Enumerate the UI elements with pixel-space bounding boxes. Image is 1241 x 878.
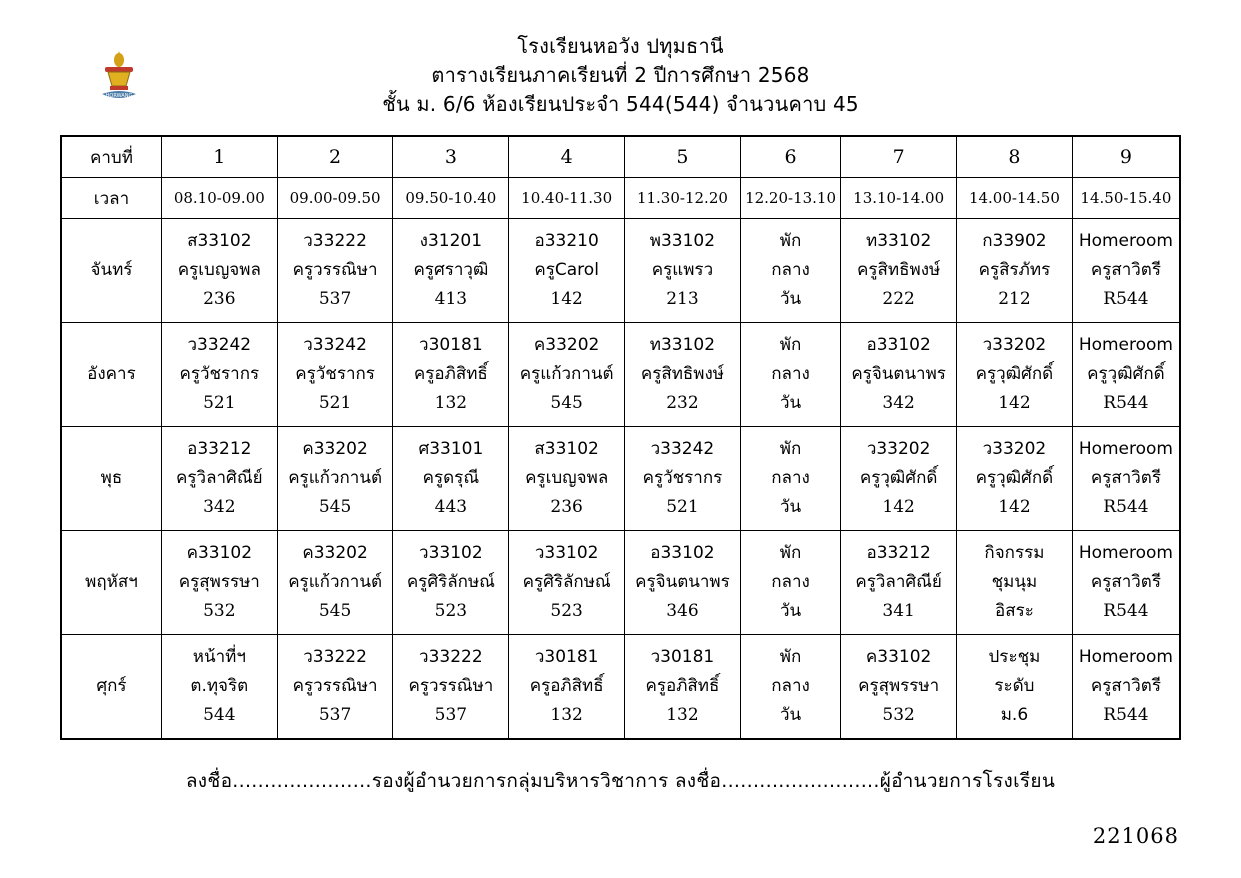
cell-line-room: 545 — [318, 601, 352, 621]
cell-line-subject: อ33212 — [187, 439, 252, 459]
schedule-cell — [625, 427, 741, 531]
period-cell: 6 — [740, 136, 840, 178]
cell-line-subject: Homeroom — [1078, 439, 1173, 459]
cell-line-1: พัก — [779, 439, 802, 459]
cell-line-1: ประชุม — [988, 647, 1041, 667]
cell-line-subject: ค33202 — [302, 439, 368, 459]
cell-line-subject: ว30181 — [419, 335, 483, 355]
cell-line-teacher: ครูสุพรรษา — [858, 676, 940, 696]
cell-line-teacher: ครูสิทธิพงษ์ — [640, 364, 725, 384]
period-cell: 9 — [1072, 136, 1180, 178]
document-header — [0, 0, 1241, 119]
cell-line-room: 142 — [882, 497, 915, 517]
cell-line-1: พัก — [779, 647, 802, 667]
schedule-cell — [161, 323, 277, 427]
cell-line-room: 342 — [882, 393, 915, 413]
cell-line-subject: ก33902 — [982, 231, 1047, 251]
cell-line-subject: ค33102 — [186, 543, 253, 563]
cell-line-teacher: ครูแก้วกานต์ — [288, 572, 382, 592]
schedule-cell — [841, 531, 957, 635]
schedule-cell — [841, 323, 957, 427]
cell-line-room: 532 — [203, 601, 236, 621]
cell-line-teacher: ครูจินตนาพร — [635, 572, 730, 592]
cell-line-room: 521 — [203, 393, 236, 413]
cell-line-subject: ง31201 — [419, 231, 483, 251]
schedule-cell — [625, 323, 741, 427]
cell-line-room: 212 — [998, 289, 1031, 309]
cell-line-1: พัก — [779, 231, 802, 251]
schedule-cell-break — [740, 323, 840, 427]
cell-line-subject: ค33102 — [865, 647, 932, 667]
cell-line-teacher: ครูวรรณิษา — [408, 676, 494, 696]
cell-line-subject: พ33102 — [649, 231, 716, 251]
cell-line-subject: ว33202 — [982, 439, 1047, 459]
cell-line-1: กิจกรรม — [984, 543, 1045, 563]
cell-line-teacher: ครูศิริลักษณ์ — [406, 572, 495, 592]
schedule-cell — [1072, 427, 1180, 531]
cell-line-teacher: ครูวัชรากร — [642, 468, 723, 488]
schedule-cell — [841, 635, 957, 740]
cell-line-subject: ส33102 — [187, 231, 252, 251]
cell-line-subject: Homeroom — [1078, 543, 1173, 563]
cell-line-subject: ว33222 — [303, 231, 367, 251]
day-label: พฤหัสฯ — [61, 531, 161, 635]
schedule-cell — [1072, 531, 1180, 635]
schedule-cell-meeting — [957, 635, 1073, 740]
cell-line-2: กลาง — [771, 260, 810, 280]
cell-line-subject: ค33202 — [302, 543, 368, 563]
cell-line-subject: ว33102 — [419, 543, 483, 563]
cell-line-room: R544 — [1103, 497, 1149, 517]
cell-line-room: 132 — [666, 705, 699, 725]
schedule-cell-break — [740, 531, 840, 635]
cell-line-subject: หน้าที่ฯ — [192, 647, 246, 667]
cell-line-teacher: ครูแพรว — [651, 260, 714, 280]
cell-line-room: 523 — [550, 601, 583, 621]
table-row — [61, 219, 1180, 323]
schedule-cell — [161, 531, 277, 635]
table-row — [61, 531, 1180, 635]
cell-line-teacher: ครูเบญจพล — [177, 260, 261, 280]
cell-line-teacher: ครูสาวิตรี — [1090, 260, 1161, 280]
cell-line-subject: ว33242 — [187, 335, 252, 355]
schedule-cell — [161, 427, 277, 531]
cell-line-teacher: ครูศิริลักษณ์ — [522, 572, 611, 592]
time-cell: 08.10-09.00 — [161, 178, 277, 219]
cell-line-subject: ว33202 — [982, 335, 1047, 355]
school-name: โรงเรียนหอวัง ปทุมธานี — [517, 34, 724, 58]
document-subtitle: ตารางเรียนภาคเรียนที่ 2 ปีการศึกษา 2568 — [431, 63, 810, 87]
cell-line-teacher: ครูวัชรากร — [295, 364, 375, 384]
cell-line-room: 413 — [434, 289, 468, 309]
cell-line-teacher: ครูสาวิตรี — [1090, 676, 1161, 696]
cell-line-2: กลาง — [771, 468, 810, 488]
cell-line-room: 346 — [666, 601, 699, 621]
schedule-cell — [841, 427, 957, 531]
cell-line-teacher: ครูศราวุฒิ — [413, 260, 489, 280]
cell-line-2: ชุมนุม — [991, 572, 1038, 592]
cell-line-room: 537 — [318, 705, 352, 725]
day-label: พุธ — [61, 427, 161, 531]
time-cell: 09.00-09.50 — [277, 178, 393, 219]
table-row-periods — [61, 136, 1180, 178]
period-cell: 4 — [509, 136, 625, 178]
cell-line-room: R544 — [1103, 289, 1149, 309]
cell-line-teacher: ครูเบญจพล — [525, 468, 609, 488]
schedule-cell — [509, 323, 625, 427]
cell-line-teacher: ครูสาวิตรี — [1090, 572, 1161, 592]
cell-line-room: 236 — [550, 497, 583, 517]
schedule-cell — [1072, 219, 1180, 323]
table-row-times — [61, 178, 1180, 219]
period-cell: 7 — [841, 136, 957, 178]
schedule-cell — [1072, 323, 1180, 427]
schedule-cell — [393, 219, 509, 323]
cell-line-2: กลาง — [771, 676, 810, 696]
cell-line-subject: อ33102 — [866, 335, 931, 355]
period-cell: 3 — [393, 136, 509, 178]
cell-line-subject: ส33102 — [534, 439, 599, 459]
cell-line-room: 545 — [550, 393, 583, 413]
schedule-cell — [625, 219, 741, 323]
cell-line-subject: ว33242 — [650, 439, 715, 459]
cell-line-teacher: ครูวัชรากร — [179, 364, 260, 384]
cell-line-subject: Homeroom — [1078, 231, 1173, 251]
cell-line-teacher: ต.ทุจริต — [190, 676, 249, 696]
table-row — [61, 635, 1180, 740]
schedule-cell — [957, 427, 1073, 531]
cell-line-1: พัก — [779, 543, 802, 563]
cell-line-3: วัน — [779, 601, 802, 621]
schedule-cell — [509, 219, 625, 323]
cell-line-room: 523 — [434, 601, 468, 621]
cell-line-subject: ว33242 — [303, 335, 367, 355]
schedule-cell — [625, 531, 741, 635]
cell-line-teacher: ครูอภิสิทธิ์ — [645, 676, 720, 696]
cell-line-teacher: ครูCarol — [534, 260, 599, 280]
cell-line-room: 142 — [550, 289, 583, 309]
cell-line-teacher: ครูวุฒิศักดิ์ — [859, 468, 938, 488]
cell-line-subject: ว33102 — [534, 543, 599, 563]
schedule-cell — [277, 427, 393, 531]
cell-line-3: ม.6 — [1000, 705, 1029, 725]
time-cell: 13.10-14.00 — [841, 178, 957, 219]
cell-line-teacher: ครูวิลาศิณีย์ — [176, 468, 263, 488]
time-cell: 14.00-14.50 — [957, 178, 1073, 219]
cell-line-room: 132 — [550, 705, 583, 725]
cell-line-teacher: ครูวุฒิศักดิ์ — [1087, 364, 1165, 384]
cell-line-room: 142 — [998, 497, 1031, 517]
schedule-cell — [161, 635, 277, 740]
schedule-cell — [393, 323, 509, 427]
period-cell: 5 — [625, 136, 741, 178]
cell-line-room: 537 — [434, 705, 468, 725]
schedule-cell — [957, 219, 1073, 323]
cell-line-teacher: ครูดรุณี — [422, 468, 480, 488]
schedule-cell — [509, 635, 625, 740]
schedule-cell — [509, 427, 625, 531]
cell-line-room: 213 — [666, 289, 699, 309]
cell-line-1: พัก — [779, 335, 802, 355]
day-label: ศุกร์ — [61, 635, 161, 740]
schedule-cell — [393, 635, 509, 740]
cell-line-room: 341 — [882, 601, 915, 621]
schedule-cell — [1072, 635, 1180, 740]
cell-line-3: อิสระ — [994, 601, 1034, 621]
cell-line-2: กลาง — [771, 364, 810, 384]
period-cell: 1 — [161, 136, 277, 178]
cell-line-room: 342 — [203, 497, 236, 517]
cell-line-room: 222 — [882, 289, 915, 309]
cell-line-teacher: ครูวุฒิศักดิ์ — [975, 468, 1054, 488]
cell-line-teacher: ครูสาวิตรี — [1090, 468, 1161, 488]
cell-line-room: 236 — [203, 289, 236, 309]
period-cell: 2 — [277, 136, 393, 178]
cell-line-room: 532 — [882, 705, 915, 725]
table-row — [61, 323, 1180, 427]
cell-line-room: R544 — [1103, 601, 1149, 621]
schedule-cell — [393, 531, 509, 635]
schedule-cell — [277, 323, 393, 427]
cell-line-subject: ท33102 — [649, 335, 716, 355]
cell-line-teacher: ครูแก้วกานต์ — [519, 364, 614, 384]
cell-line-room: 142 — [998, 393, 1031, 413]
cell-line-subject: ว33222 — [419, 647, 483, 667]
cell-line-2: ระดับ — [994, 676, 1035, 696]
cell-line-room: 537 — [318, 289, 352, 309]
cell-line-teacher: ครูสิทธิพงษ์ — [857, 260, 941, 280]
cell-line-3: วัน — [779, 289, 802, 309]
schedule-cell — [393, 427, 509, 531]
cell-line-room: 132 — [434, 393, 468, 413]
table-row — [61, 427, 1180, 531]
schedule-cell-activity — [957, 531, 1073, 635]
time-cell: 10.40-11.30 — [509, 178, 625, 219]
cell-line-3: วัน — [779, 705, 802, 725]
cell-line-teacher: ครูอภิสิทธิ์ — [529, 676, 604, 696]
cell-line-teacher: ครูจินตนาพร — [851, 364, 946, 384]
cell-line-teacher: ครูวรรณิษา — [292, 260, 378, 280]
cell-line-subject: อ33212 — [866, 543, 931, 563]
cell-line-teacher: ครูสุพรรษา — [178, 572, 260, 592]
schedule-cell — [277, 531, 393, 635]
cell-line-room: R544 — [1103, 393, 1149, 413]
cell-line-teacher: ครูแก้วกานต์ — [288, 468, 382, 488]
cell-line-teacher: ครูวุฒิศักดิ์ — [975, 364, 1054, 384]
cell-line-subject: อ33102 — [650, 543, 715, 563]
cell-line-room: 521 — [666, 497, 699, 517]
cell-line-subject: อ33210 — [534, 231, 599, 251]
cell-line-room: 443 — [434, 497, 468, 517]
period-header-label: คาบที่ — [61, 136, 161, 178]
svg-text:HORWANG: HORWANG — [105, 93, 133, 99]
schedule-table-wrapper — [60, 135, 1181, 740]
cell-line-teacher: ครูวิลาศิณีย์ — [855, 572, 942, 592]
time-cell: 12.20-13.10 — [740, 178, 840, 219]
time-cell: 11.30-12.20 — [625, 178, 741, 219]
school-crest-icon — [88, 48, 150, 110]
time-cell: 09.50-10.40 — [393, 178, 509, 219]
cell-line-room: 545 — [318, 497, 352, 517]
cell-line-room: 544 — [203, 705, 236, 725]
cell-line-subject: ว30181 — [650, 647, 715, 667]
cell-line-room: 521 — [318, 393, 352, 413]
day-label: อังคาร — [61, 323, 161, 427]
signature-line: ลงชื่อ......................รองผู้อำนวยการกลุ่มบริหารวิชาการ ลงชื่อ.........................ผู้อำนวยการโรงเรียน — [185, 770, 1056, 792]
schedule-cell — [509, 531, 625, 635]
cell-line-room: R544 — [1103, 705, 1149, 725]
cell-line-teacher: ครูวรรณิษา — [292, 676, 378, 696]
cell-line-room: 232 — [666, 393, 699, 413]
cell-line-2: กลาง — [771, 572, 810, 592]
schedule-cell — [161, 219, 277, 323]
cell-line-3: วัน — [779, 497, 802, 517]
time-cell: 14.50-15.40 — [1072, 178, 1180, 219]
schedule-cell — [841, 219, 957, 323]
cell-line-teacher: ครูอภิสิทธิ์ — [413, 364, 488, 384]
cell-line-subject: ศ33101 — [418, 439, 484, 459]
cell-line-subject: ท33102 — [865, 231, 932, 251]
schedule-cell — [277, 219, 393, 323]
schedule-cell — [277, 635, 393, 740]
schedule-cell-break — [740, 427, 840, 531]
schedule-cell-break — [740, 219, 840, 323]
schedule-table — [60, 135, 1181, 740]
time-header-label: เวลา — [61, 178, 161, 219]
class-info: ชั้น ม. 6/6 ห้องเรียนประจำ 544(544) จำนวนคาบ 45 — [382, 92, 859, 116]
cell-line-teacher: ครูสิรภัทร — [978, 260, 1051, 280]
cell-line-subject: Homeroom — [1078, 647, 1173, 667]
day-label: จันทร์ — [61, 219, 161, 323]
schedule-cell-break — [740, 635, 840, 740]
schedule-cell — [625, 635, 741, 740]
cell-line-subject: ว33202 — [866, 439, 931, 459]
cell-line-subject: ว30181 — [534, 647, 599, 667]
schedule-cell — [957, 323, 1073, 427]
cell-line-3: วัน — [779, 393, 802, 413]
cell-line-subject: Homeroom — [1078, 335, 1173, 355]
period-cell: 8 — [957, 136, 1073, 178]
cell-line-subject: ค33202 — [533, 335, 600, 355]
document-number: 221068 — [1092, 824, 1179, 848]
cell-line-subject: ว33222 — [303, 647, 367, 667]
